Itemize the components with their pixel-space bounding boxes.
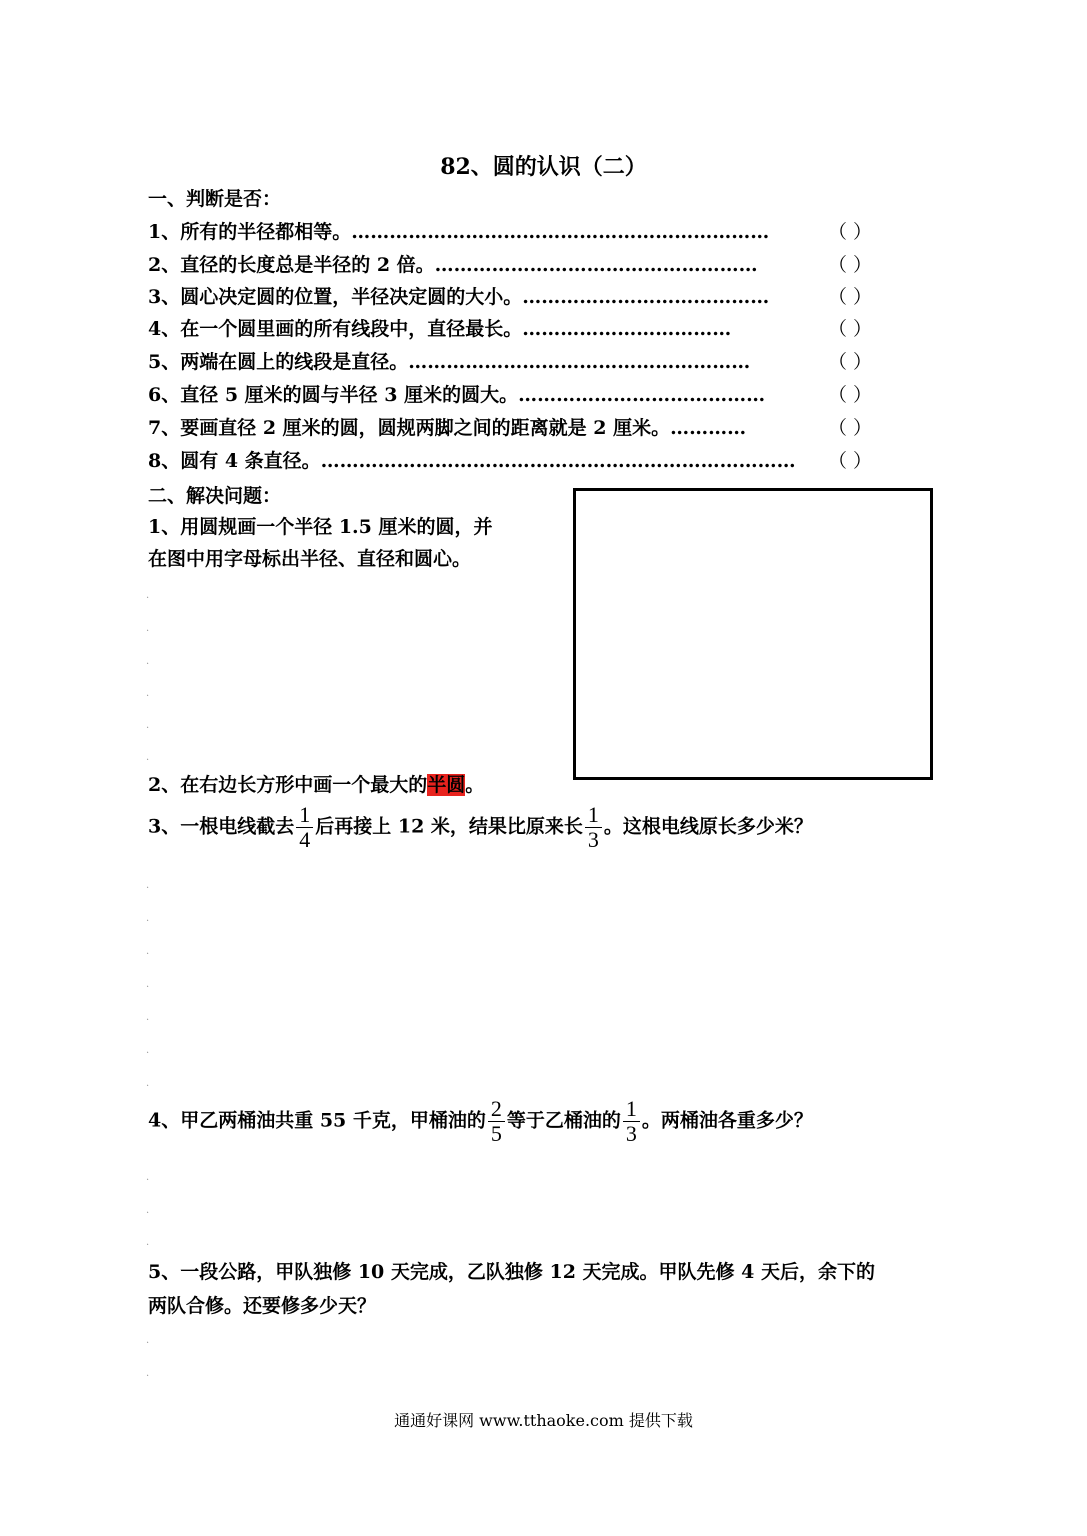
answer-paren-2[interactable]: （ ）: [828, 254, 873, 276]
drawing-rectangle[interactable]: [573, 488, 933, 780]
blank-line-mark: .: [146, 1078, 150, 1089]
blank-line-mark: .: [146, 623, 150, 634]
blank-line-mark: .: [146, 1237, 150, 1248]
judge-item-3: 3、圆心决定圆的位置，半径决定圆的大小。…………………………………: [148, 286, 770, 308]
q3-fraction-2-numerator: 1: [585, 803, 602, 828]
answer-paren-3[interactable]: （ ）: [828, 286, 873, 308]
q3-text-3: 。这根电线原长多少米？: [603, 815, 813, 838]
blank-line-mark: .: [146, 880, 150, 891]
q3-text-2: 后再接上 12 米，结果比原来长: [315, 815, 583, 838]
q5-text-line2: 两队合修。还要修多少天？: [148, 1295, 377, 1317]
q3-fraction-1: [296, 803, 313, 852]
q2-text: [148, 770, 484, 797]
blank-line-mark: .: [146, 656, 150, 667]
judge-item-1: 1、所有的半径都相等。…………………………………………………………: [148, 221, 770, 243]
section1-heading: 一、判断是否：: [148, 188, 282, 210]
q4-fraction-2-denominator: 3: [625, 1121, 637, 1146]
q2-text-post: 。: [465, 774, 485, 796]
judge-item-2: 2、直径的长度总是半径的 2 倍。……………………………………………: [148, 254, 758, 276]
blank-line-mark: .: [146, 1045, 150, 1056]
q4-fraction-1-denominator: 5: [490, 1121, 502, 1146]
answer-paren-4[interactable]: （ ）: [828, 318, 873, 340]
q3-text-1: 3、一根电线截去: [148, 815, 295, 838]
blank-line-mark: .: [146, 752, 150, 763]
judge-item-8: 8、圆有 4 条直径。…………………………………………………………………: [148, 450, 796, 472]
q4-text: [148, 1097, 813, 1146]
q3-fraction-2: [585, 803, 602, 852]
section2-heading: 二、解决问题：: [148, 485, 282, 507]
q4-text-2: 等于乙桶油的: [506, 1109, 621, 1132]
blank-line-mark: .: [146, 720, 150, 731]
blank-line-mark: .: [146, 946, 150, 957]
answer-paren-5[interactable]: （ ）: [828, 351, 873, 373]
blank-line-mark: .: [146, 1335, 150, 1346]
q4-fraction-2-numerator: 1: [623, 1097, 640, 1122]
q4-fraction-1-numerator: 2: [488, 1097, 505, 1122]
answer-paren-1[interactable]: （ ）: [828, 221, 873, 243]
q5-text-line1: 5、一段公路，甲队独修 10 天完成，乙队独修 12 天完成。甲队先修 4 天后，余下的: [148, 1261, 876, 1283]
judge-item-6: 6、直径 5 厘米的圆与半径 3 厘米的圆大。…………………………………: [148, 384, 766, 406]
blank-line-mark: .: [146, 1368, 150, 1379]
q4-text-1: 4、甲乙两桶油共重 55 千克，甲桶油的: [148, 1109, 486, 1132]
q4-text-3: 。两桶油各重多少？: [641, 1109, 813, 1132]
q2-text-pre: 2、在右边长方形中画一个最大的: [148, 774, 428, 796]
judge-item-5: 5、两端在圆上的线段是直径。………………………………………………: [148, 351, 751, 373]
q4-fraction-1: [488, 1097, 505, 1146]
blank-line-mark: .: [146, 590, 150, 601]
q3-text: [148, 803, 813, 852]
answer-paren-8[interactable]: （ ）: [828, 450, 873, 472]
q2-highlight: 半圆: [427, 774, 466, 796]
blank-line-mark: .: [146, 688, 150, 699]
q1-text-line1: 1、用圆规画一个半径 1.5 厘米的圆，并: [148, 516, 493, 538]
answer-paren-7[interactable]: （ ）: [828, 417, 873, 439]
q1-text-line2: 在图中用字母标出半径、直径和圆心。: [148, 548, 472, 570]
blank-line-mark: .: [146, 1172, 150, 1183]
blank-line-mark: .: [146, 1205, 150, 1216]
answer-paren-6[interactable]: （ ）: [828, 384, 873, 406]
q3-fraction-2-denominator: 3: [587, 827, 599, 852]
blank-line-mark: .: [146, 979, 150, 990]
judge-item-7: 7、要画直径 2 厘米的圆，圆规两脚之间的距离就是 2 厘米。…………: [148, 417, 747, 439]
blank-line-mark: .: [146, 913, 150, 924]
blank-line-mark: .: [146, 1012, 150, 1023]
page-title: 82、圆的认识（二）: [440, 154, 647, 180]
q3-fraction-1-numerator: 1: [296, 803, 313, 828]
footer-text: 通通好课网 www.tthaoke.com 提供下载: [394, 1411, 693, 1430]
q3-fraction-1-denominator: 4: [299, 827, 311, 852]
q4-fraction-2: [623, 1097, 640, 1146]
judge-item-4: 4、在一个圆里画的所有线段中，直径最长。……………………………: [148, 318, 732, 340]
